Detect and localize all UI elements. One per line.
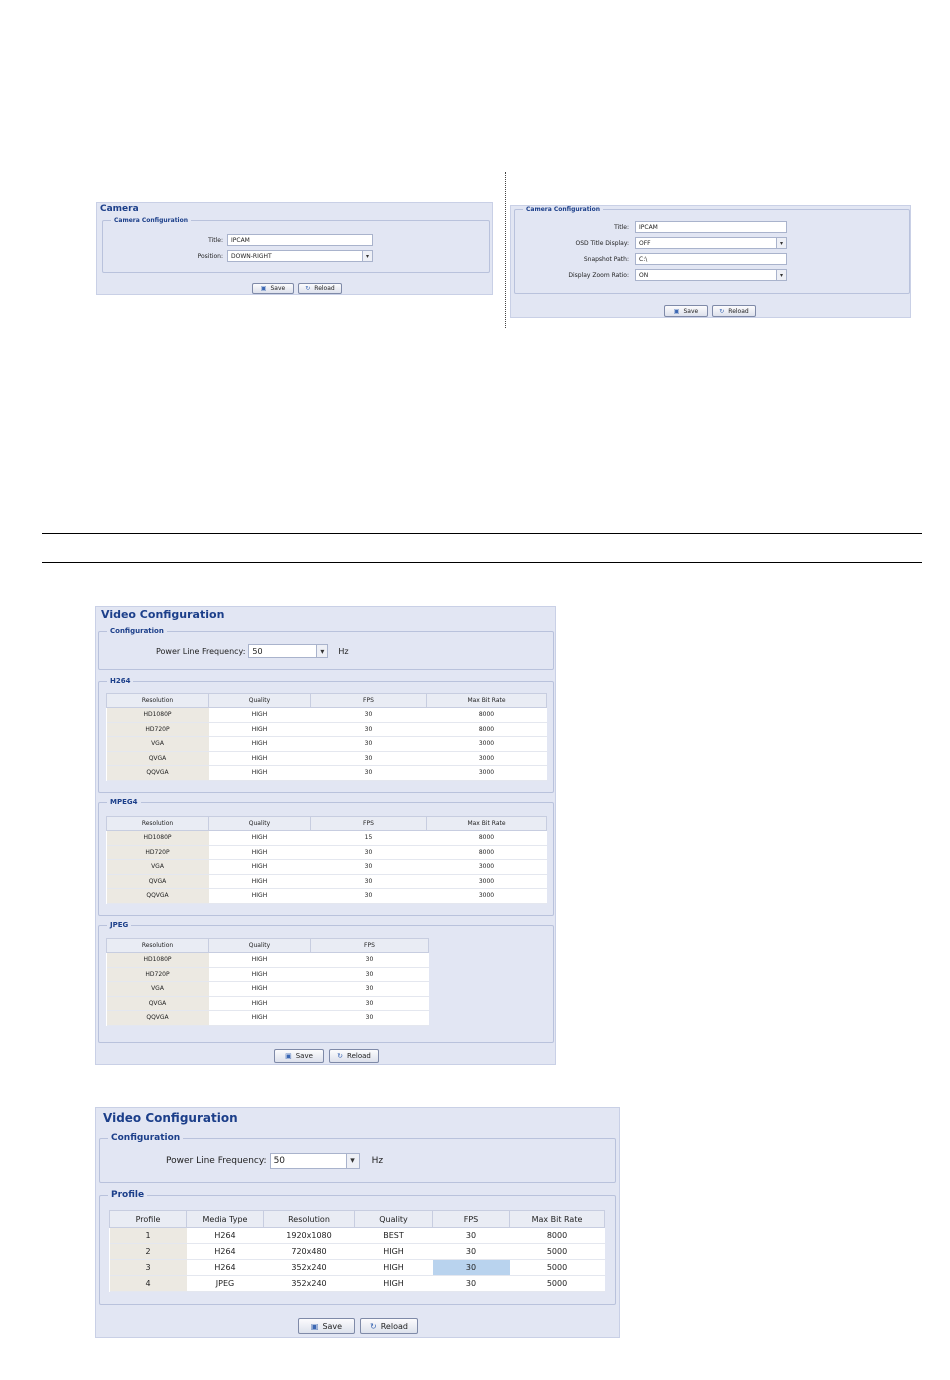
- table-cell: HIGH: [209, 831, 311, 846]
- group-legend: MPEG4: [110, 798, 138, 806]
- table-cell: HIGH: [355, 1276, 433, 1292]
- divider-dotted: [505, 172, 506, 328]
- save-button[interactable]: [274, 1049, 324, 1063]
- save-button[interactable]: [252, 283, 294, 294]
- table-row[interactable]: [110, 1228, 605, 1244]
- table-cell: VGA: [107, 982, 209, 997]
- chevron-down-icon[interactable]: ▾: [316, 645, 327, 657]
- table-row[interactable]: [107, 766, 547, 781]
- video-config-panel-2: [95, 1107, 620, 1338]
- table-row[interactable]: [107, 874, 547, 889]
- power-line-frequency-select[interactable]: [270, 1153, 360, 1169]
- chevron-down-icon[interactable]: ▾: [776, 238, 786, 248]
- table-row[interactable]: [110, 1276, 605, 1292]
- title-label: Title:: [614, 223, 629, 231]
- snapshot-path-input[interactable]: C:\: [635, 253, 787, 265]
- title-input[interactable]: IPCAM: [227, 234, 373, 246]
- table-cell: QVGA: [107, 874, 209, 889]
- chevron-down-icon[interactable]: ▾: [362, 251, 372, 261]
- jpeg-table: [106, 938, 429, 1026]
- table-cell: QQVGA: [107, 889, 209, 904]
- column-header[interactable]: Resolution: [107, 694, 209, 708]
- group-legend: Profile: [111, 1190, 145, 1200]
- group-legend: JPEG: [110, 921, 129, 929]
- table-cell: 720x480: [264, 1244, 355, 1260]
- table-cell: 30: [311, 967, 429, 982]
- column-header[interactable]: Quality: [209, 939, 311, 953]
- hz-unit: Hz: [338, 646, 349, 656]
- table-cell: 8000: [427, 708, 547, 723]
- table-cell: 3000: [427, 766, 547, 781]
- table-cell: HIGH: [209, 874, 311, 889]
- table-cell-selected[interactable]: 30: [433, 1260, 510, 1276]
- title-input[interactable]: IPCAM: [635, 221, 787, 233]
- table-cell: HIGH: [209, 766, 311, 781]
- table-cell: 30: [433, 1228, 510, 1244]
- osd-title-display-select[interactable]: [635, 237, 787, 249]
- camera-panel-right: [510, 205, 911, 318]
- table-cell: 3000: [427, 751, 547, 766]
- table-cell: HIGH: [209, 737, 311, 752]
- table-cell: HD1080P: [107, 708, 209, 723]
- table-cell: H264: [187, 1260, 264, 1276]
- table-cell: 30: [433, 1244, 510, 1260]
- table-cell: 30: [311, 737, 427, 752]
- table-cell: HIGH: [209, 722, 311, 737]
- table-cell: 30: [311, 708, 427, 723]
- table-cell: 8000: [510, 1228, 605, 1244]
- table-cell: 5000: [510, 1276, 605, 1292]
- floppy-disk-icon: ▣: [673, 307, 680, 315]
- chevron-down-icon[interactable]: ▾: [776, 270, 786, 280]
- table-cell: 1920x1080: [264, 1228, 355, 1244]
- table-cell: 4: [110, 1276, 187, 1292]
- reload-button[interactable]: [360, 1318, 418, 1334]
- table-cell: 3000: [427, 889, 547, 904]
- table-cell: HIGH: [209, 996, 311, 1011]
- table-cell: HIGH: [355, 1244, 433, 1260]
- zoom-value: ON: [639, 271, 649, 279]
- refresh-icon: ↻: [337, 1052, 344, 1060]
- table-cell: 30: [311, 860, 427, 875]
- plf-value: 50: [273, 1156, 286, 1166]
- table-cell: 30: [311, 874, 427, 889]
- table-cell: QQVGA: [107, 766, 209, 781]
- column-header[interactable]: Quality: [355, 1211, 433, 1228]
- table-cell: QVGA: [107, 751, 209, 766]
- column-header[interactable]: Resolution: [264, 1211, 355, 1228]
- table-cell: 5000: [510, 1244, 605, 1260]
- table-cell: 352x240: [264, 1276, 355, 1292]
- table-row[interactable]: [107, 831, 547, 846]
- reload-label: Reload: [314, 285, 335, 292]
- table-cell: QVGA: [107, 996, 209, 1011]
- table-row[interactable]: [107, 1011, 429, 1026]
- table-cell: H264: [187, 1228, 264, 1244]
- position-value: DOWN-RIGHT: [231, 252, 272, 260]
- reload-label: Reload: [380, 1321, 408, 1331]
- table-cell: 352x240: [264, 1260, 355, 1276]
- table-row[interactable]: [110, 1244, 605, 1260]
- save-button[interactable]: [664, 305, 708, 317]
- table-cell: HIGH: [209, 860, 311, 875]
- table-cell: HD1080P: [107, 831, 209, 846]
- hz-unit: Hz: [371, 1156, 384, 1166]
- table-row[interactable]: [107, 967, 429, 982]
- column-header[interactable]: FPS: [311, 694, 427, 708]
- table-cell: HIGH: [209, 845, 311, 860]
- save-button[interactable]: [298, 1318, 355, 1334]
- reload-button[interactable]: [329, 1049, 379, 1063]
- power-line-frequency-select[interactable]: [248, 644, 328, 658]
- table-cell: 2: [110, 1244, 187, 1260]
- table-cell: 30: [311, 996, 429, 1011]
- table-cell: 15: [311, 831, 427, 846]
- floppy-disk-icon: ▣: [310, 1321, 319, 1331]
- page-title: Video Configuration: [103, 1111, 238, 1125]
- column-header[interactable]: FPS: [311, 939, 429, 953]
- chevron-down-icon[interactable]: ▾: [346, 1154, 359, 1168]
- group-legend: Camera Configuration: [114, 217, 189, 224]
- table-cell: VGA: [107, 737, 209, 752]
- table-cell: QQVGA: [107, 1011, 209, 1026]
- table-cell: H264: [187, 1244, 264, 1260]
- refresh-icon: ↻: [370, 1321, 377, 1331]
- group-legend: Configuration: [110, 627, 164, 635]
- column-header[interactable]: Max Bit Rate: [427, 817, 547, 831]
- profile-table: [109, 1210, 605, 1292]
- power-line-frequency-label: Power Line Frequency:: [166, 1156, 267, 1166]
- table-cell: HIGH: [209, 953, 311, 968]
- column-header[interactable]: Max Bit Rate: [510, 1211, 605, 1228]
- table-cell: HIGH: [209, 889, 311, 904]
- save-label: Save: [270, 285, 286, 292]
- column-header[interactable]: Media Type: [187, 1211, 264, 1228]
- table-cell: HD720P: [107, 967, 209, 982]
- table-row[interactable]: [107, 996, 429, 1011]
- table-cell: HD1080P: [107, 953, 209, 968]
- table-cell: 8000: [427, 722, 547, 737]
- table-row[interactable]: [107, 751, 547, 766]
- table-cell: HIGH: [209, 982, 311, 997]
- table-cell: HIGH: [209, 967, 311, 982]
- video-config-panel-1: [95, 606, 556, 1065]
- save-label: Save: [683, 307, 699, 315]
- table-cell: HD720P: [107, 845, 209, 860]
- column-header[interactable]: FPS: [433, 1211, 510, 1228]
- table-cell: 30: [311, 1011, 429, 1026]
- table-row[interactable]: [107, 845, 547, 860]
- page-title: Camera: [100, 204, 139, 214]
- table-row[interactable]: [107, 722, 547, 737]
- table-cell: 3: [110, 1260, 187, 1276]
- table-cell: 30: [433, 1276, 510, 1292]
- horizontal-rule-top: [42, 533, 922, 534]
- table-cell: 3000: [427, 874, 547, 889]
- table-cell: 30: [311, 953, 429, 968]
- h264-table: [106, 693, 547, 781]
- save-label: Save: [295, 1052, 313, 1060]
- table-cell: 8000: [427, 845, 547, 860]
- reload-label: Reload: [347, 1052, 371, 1060]
- osd-value: OFF: [639, 239, 651, 247]
- table-cell: 30: [311, 751, 427, 766]
- table-row[interactable]: [107, 889, 547, 904]
- table-cell: 30: [311, 845, 427, 860]
- floppy-disk-icon: ▣: [260, 285, 267, 292]
- table-row[interactable]: [107, 860, 547, 875]
- power-line-frequency-label: Power Line Frequency:: [156, 646, 246, 656]
- table-cell: HD720P: [107, 722, 209, 737]
- osd-title-display-label: OSD Title Display:: [575, 239, 629, 247]
- table-cell: 30: [311, 982, 429, 997]
- group-legend: H264: [110, 677, 131, 685]
- reload-label: Reload: [728, 307, 749, 315]
- table-cell: JPEG: [187, 1276, 264, 1292]
- table-cell: HIGH: [209, 751, 311, 766]
- column-header[interactable]: Resolution: [107, 939, 209, 953]
- plf-value: 50: [252, 646, 263, 656]
- page-title: Video Configuration: [101, 608, 225, 621]
- reload-button[interactable]: [298, 283, 342, 294]
- table-cell: 1: [110, 1228, 187, 1244]
- title-label: Title:: [208, 236, 223, 244]
- column-header[interactable]: Quality: [209, 817, 311, 831]
- camera-panel-left: [96, 202, 493, 295]
- table-cell: HIGH: [209, 1011, 311, 1026]
- snapshot-path-label: Snapshot Path:: [583, 255, 629, 263]
- reload-button[interactable]: [712, 305, 756, 317]
- table-cell: 3000: [427, 737, 547, 752]
- table-cell: VGA: [107, 860, 209, 875]
- table-cell: HIGH: [209, 708, 311, 723]
- column-header[interactable]: Resolution: [107, 817, 209, 831]
- mpeg4-table: [106, 816, 547, 904]
- refresh-icon: ↻: [305, 285, 311, 292]
- table-cell: 3000: [427, 860, 547, 875]
- table-cell: BEST: [355, 1228, 433, 1244]
- table-row[interactable]: [107, 982, 429, 997]
- table-cell: 5000: [510, 1260, 605, 1276]
- table-cell: 30: [311, 889, 427, 904]
- table-cell: 30: [311, 766, 427, 781]
- table-row[interactable]: [107, 953, 429, 968]
- group-legend: Configuration: [111, 1133, 181, 1143]
- table-cell: 8000: [427, 831, 547, 846]
- table-cell: HIGH: [355, 1260, 433, 1276]
- table-cell: 30: [311, 722, 427, 737]
- column-header[interactable]: Max Bit Rate: [427, 694, 547, 708]
- table-row[interactable]: [110, 1260, 605, 1276]
- column-header[interactable]: Quality: [209, 694, 311, 708]
- table-row[interactable]: [107, 737, 547, 752]
- horizontal-rule-bottom: [42, 562, 922, 563]
- refresh-icon: ↻: [719, 307, 725, 315]
- column-header[interactable]: FPS: [311, 817, 427, 831]
- display-zoom-ratio-select[interactable]: [635, 269, 787, 281]
- position-select[interactable]: [227, 250, 373, 262]
- table-row[interactable]: [107, 708, 547, 723]
- display-zoom-ratio-label: Display Zoom Ratio:: [568, 271, 629, 279]
- save-label: Save: [322, 1321, 343, 1331]
- floppy-disk-icon: ▣: [285, 1052, 292, 1060]
- group-legend: Camera Configuration: [526, 206, 601, 213]
- column-header[interactable]: Profile: [110, 1211, 187, 1228]
- position-label: Position:: [197, 252, 223, 260]
